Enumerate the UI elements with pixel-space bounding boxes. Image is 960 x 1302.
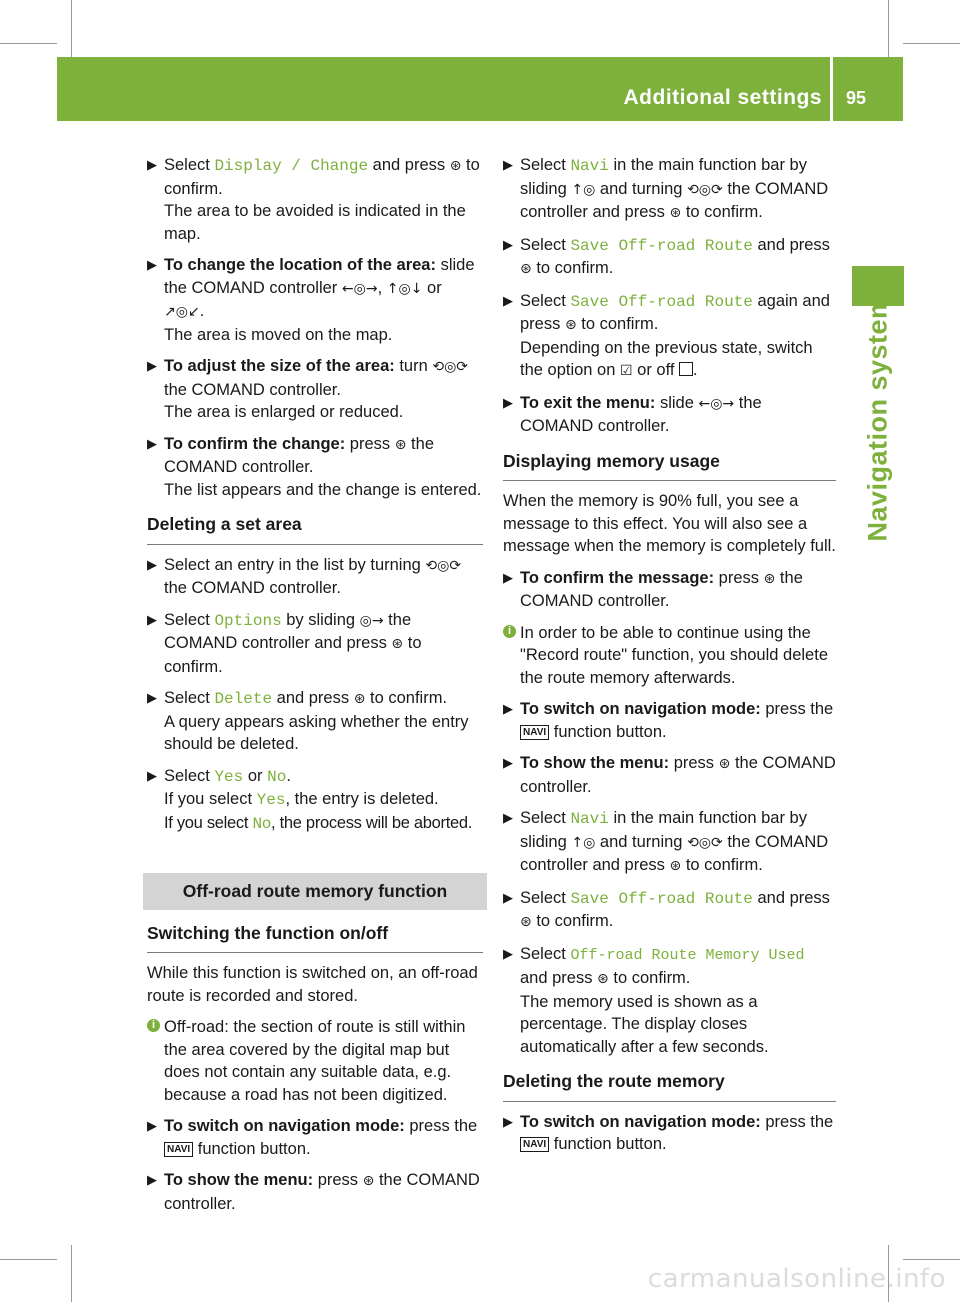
section-heading: Switching the function on/off — [147, 922, 483, 954]
arrow-right-icon: ▶ — [147, 767, 157, 783]
chapter-heading: Off-road route memory function — [143, 873, 487, 910]
controller-slide-lr-icon: ←◎→ — [341, 280, 378, 297]
crop-mark — [71, 1245, 72, 1302]
crop-mark — [0, 1259, 57, 1260]
navi-key-icon: NAVI — [520, 1137, 549, 1152]
arrow-right-icon: ▶ — [503, 394, 513, 410]
controller-turn-icon: ⟲◎⟳ — [425, 557, 462, 574]
controller-press-icon: ⊛ — [669, 858, 682, 874]
step-item: ▶ To switch on navigation mode: press the NAVI function button. — [503, 1112, 834, 1153]
controller-press-icon: ⊛ — [520, 914, 532, 930]
menu-option: Options — [214, 611, 282, 630]
section-heading: Deleting the route memory — [503, 1070, 836, 1102]
header-page-box — [833, 57, 903, 121]
controller-turn-icon: ⟲◎⟳ — [687, 834, 723, 851]
controller-press-icon: ⊛ — [391, 636, 404, 652]
step-item: ▶ Select Yes or No. If you select Yes, the entry is deleted. If you select No, the process will be aborted. — [147, 766, 473, 833]
step-item: ▶ Select Navi in the main function bar by sliding ↑◎ and turning ⟲◎⟳ the COMAND controller and press ⊛ to confirm. — [503, 156, 829, 221]
controller-turn-icon: ⟲◎⟳ — [432, 359, 469, 375]
section-heading: Deleting a set area — [147, 513, 483, 545]
arrow-right-icon: ▶ — [503, 755, 513, 770]
menu-option: Save Off-road Route — [570, 889, 753, 908]
step-item: ▶ To exit the menu: slide ←◎→ the COMAND controller. — [503, 393, 762, 435]
controller-slide-right-icon: ◎→ — [359, 612, 384, 629]
menu-option: Navi — [570, 810, 609, 828]
paragraph: While this function is switched on, an off-road route is recorded and stored. — [147, 964, 478, 1005]
step-item: ▶ To confirm the message: press ⊛ the COMAND controller. — [503, 568, 803, 610]
arrow-right-icon: ▶ — [147, 157, 157, 172]
paragraph: When the memory is 90% full, you see a message to this effect. You will also see a message when the memory is completely full. — [503, 492, 836, 555]
checkbox-checked-icon: ☑ — [620, 363, 633, 379]
controller-slide-up-icon: ↑◎ — [571, 181, 596, 198]
menu-option: No — [252, 814, 272, 833]
watermark: carmanualsonline.info — [647, 1264, 946, 1294]
controller-press-icon: ⊛ — [520, 261, 532, 277]
menu-option: Delete — [214, 690, 273, 708]
controller-press-icon: ⊛ — [362, 1173, 375, 1189]
arrow-right-icon: ▶ — [147, 358, 157, 373]
info-note: i Off-road: the section of route is still within the area covered by the digital map but does not contain any suitable data, e.g. because a road has not been digitized. — [147, 1016, 483, 1106]
step-item: ▶ To confirm the change: press ⊛ the COMAND controller. The list appears and the change is entered. — [147, 434, 482, 499]
navi-key-icon: NAVI — [164, 1142, 193, 1157]
controller-press-icon: ⊛ — [718, 756, 731, 772]
arrow-right-icon: ▶ — [503, 945, 513, 961]
arrow-right-icon: ▶ — [503, 1113, 513, 1129]
arrow-right-icon: ▶ — [147, 611, 157, 627]
checkbox-unchecked-icon — [679, 362, 693, 376]
arrow-right-icon: ▶ — [147, 1172, 157, 1187]
menu-option: Yes — [256, 791, 286, 809]
crop-mark — [0, 43, 57, 44]
controller-press-icon: ⊛ — [763, 570, 776, 587]
step-item: ▶ Select Options by sliding ◎→ the COMAND controller and press ⊛ to confirm. — [147, 610, 422, 676]
controller-slide-lr-icon: ←◎→ — [698, 395, 735, 412]
arrow-right-icon: ▶ — [503, 236, 513, 252]
menu-option: No — [267, 767, 287, 786]
controller-press-icon: ⊛ — [449, 158, 462, 174]
step-item: ▶ To switch on navigation mode: press the NAVI function button. — [147, 1117, 478, 1158]
right-column — [503, 154, 836, 1165]
controller-slide-ud-icon: ↑◎↓ — [386, 280, 423, 297]
step-item: ▶ Select Display / Change and press ⊛ to confirm. The area to be avoided is indicated in the map. — [147, 156, 480, 243]
controller-press-icon: ⊛ — [564, 317, 577, 333]
step-item: ▶ Select Save Off-road Route again and press ⊛ to confirm. Depending on the previous state, switch the option on ☑ or off . — [503, 291, 830, 379]
menu-option: Save Off-road Route — [570, 292, 753, 311]
controller-press-icon: ⊛ — [353, 691, 366, 707]
step-item: ▶ Select Save Off-road Route and press ⊛ to confirm. — [503, 888, 830, 930]
menu-option: Navi — [570, 157, 609, 175]
step-item: ▶ Select Save Off-road Route and press ⊛ to confirm. — [503, 235, 830, 277]
step-item: ▶ Select Navi in the main function bar by sliding ↑◎ and turning ⟲◎⟳ the COMAND controller and press ⊛ to confirm. — [503, 809, 829, 874]
step-item: ▶ To show the menu: press ⊛ the COMAND controller. — [503, 754, 836, 796]
arrow-right-icon: ▶ — [147, 1118, 157, 1133]
arrow-right-icon: ▶ — [503, 810, 513, 825]
arrow-right-icon: ▶ — [147, 435, 157, 451]
section-heading: Displaying memory usage — [503, 450, 836, 482]
controller-press-icon: ⊛ — [597, 971, 609, 987]
controller-press-icon: ⊛ — [669, 205, 682, 221]
controller-press-icon: ⊛ — [394, 436, 407, 453]
arrow-right-icon: ▶ — [147, 556, 157, 572]
menu-option: Save Off-road Route — [570, 236, 753, 255]
controller-turn-icon: ⟲◎⟳ — [687, 181, 723, 198]
info-icon: i — [147, 1019, 160, 1032]
arrow-right-icon: ▶ — [503, 157, 513, 172]
info-note: i In order to be able to continue using the "Record route" function, you should delete the route memory afterwards. — [503, 622, 836, 690]
info-icon: i — [503, 625, 516, 638]
step-item: ▶ Select Off-road Route Memory Used and press ⊛ to confirm. The memory used is shown as a percentage. The display closes automatically after a few seconds. — [503, 944, 805, 1056]
arrow-right-icon: ▶ — [503, 701, 513, 716]
crop-mark — [888, 0, 889, 57]
navi-key-icon: NAVI — [520, 725, 549, 740]
step-item: ▶ To switch on navigation mode: press the NAVI function button. — [503, 700, 834, 741]
step-item: ▶ Select Delete and press ⊛ to confirm. A query appears asking whether the entry should be deleted. — [147, 689, 469, 753]
step-item: ▶ Select an entry in the list by turning ⟲◎⟳ the COMAND controller. — [147, 555, 462, 597]
arrow-right-icon: ▶ — [503, 889, 513, 905]
step-item: ▶ To change the location of the area: slide the COMAND controller ←◎→, ↑◎↓ or ↗◎↙. The area is moved on the map. — [147, 256, 475, 344]
menu-option: Yes — [214, 767, 244, 786]
menu-option: Display / Change — [214, 157, 369, 175]
step-item: ▶ To adjust the size of the area: turn ⟲◎⟳ the COMAND controller. The area is enlarged or reduced. — [147, 357, 469, 421]
crop-mark — [903, 1259, 960, 1260]
crop-mark — [71, 0, 72, 57]
step-item: ▶ To show the menu: press ⊛ the COMAND controller. — [147, 1171, 480, 1213]
crop-mark — [903, 43, 960, 44]
left-column — [147, 154, 483, 1224]
arrow-right-icon: ▶ — [147, 257, 157, 272]
arrow-right-icon: ▶ — [147, 690, 157, 705]
page-number: 95 — [846, 88, 867, 108]
arrow-right-icon: ▶ — [503, 569, 513, 585]
page-title: Additional settings — [623, 86, 822, 109]
controller-slide-up-icon: ↑◎ — [571, 834, 596, 851]
controller-slide-diag-icon: ↗◎↙ — [164, 304, 200, 320]
arrow-right-icon: ▶ — [503, 292, 513, 308]
side-tab-label: Navigation system — [862, 294, 893, 542]
menu-option: Off-road Route Memory Used — [570, 946, 805, 964]
